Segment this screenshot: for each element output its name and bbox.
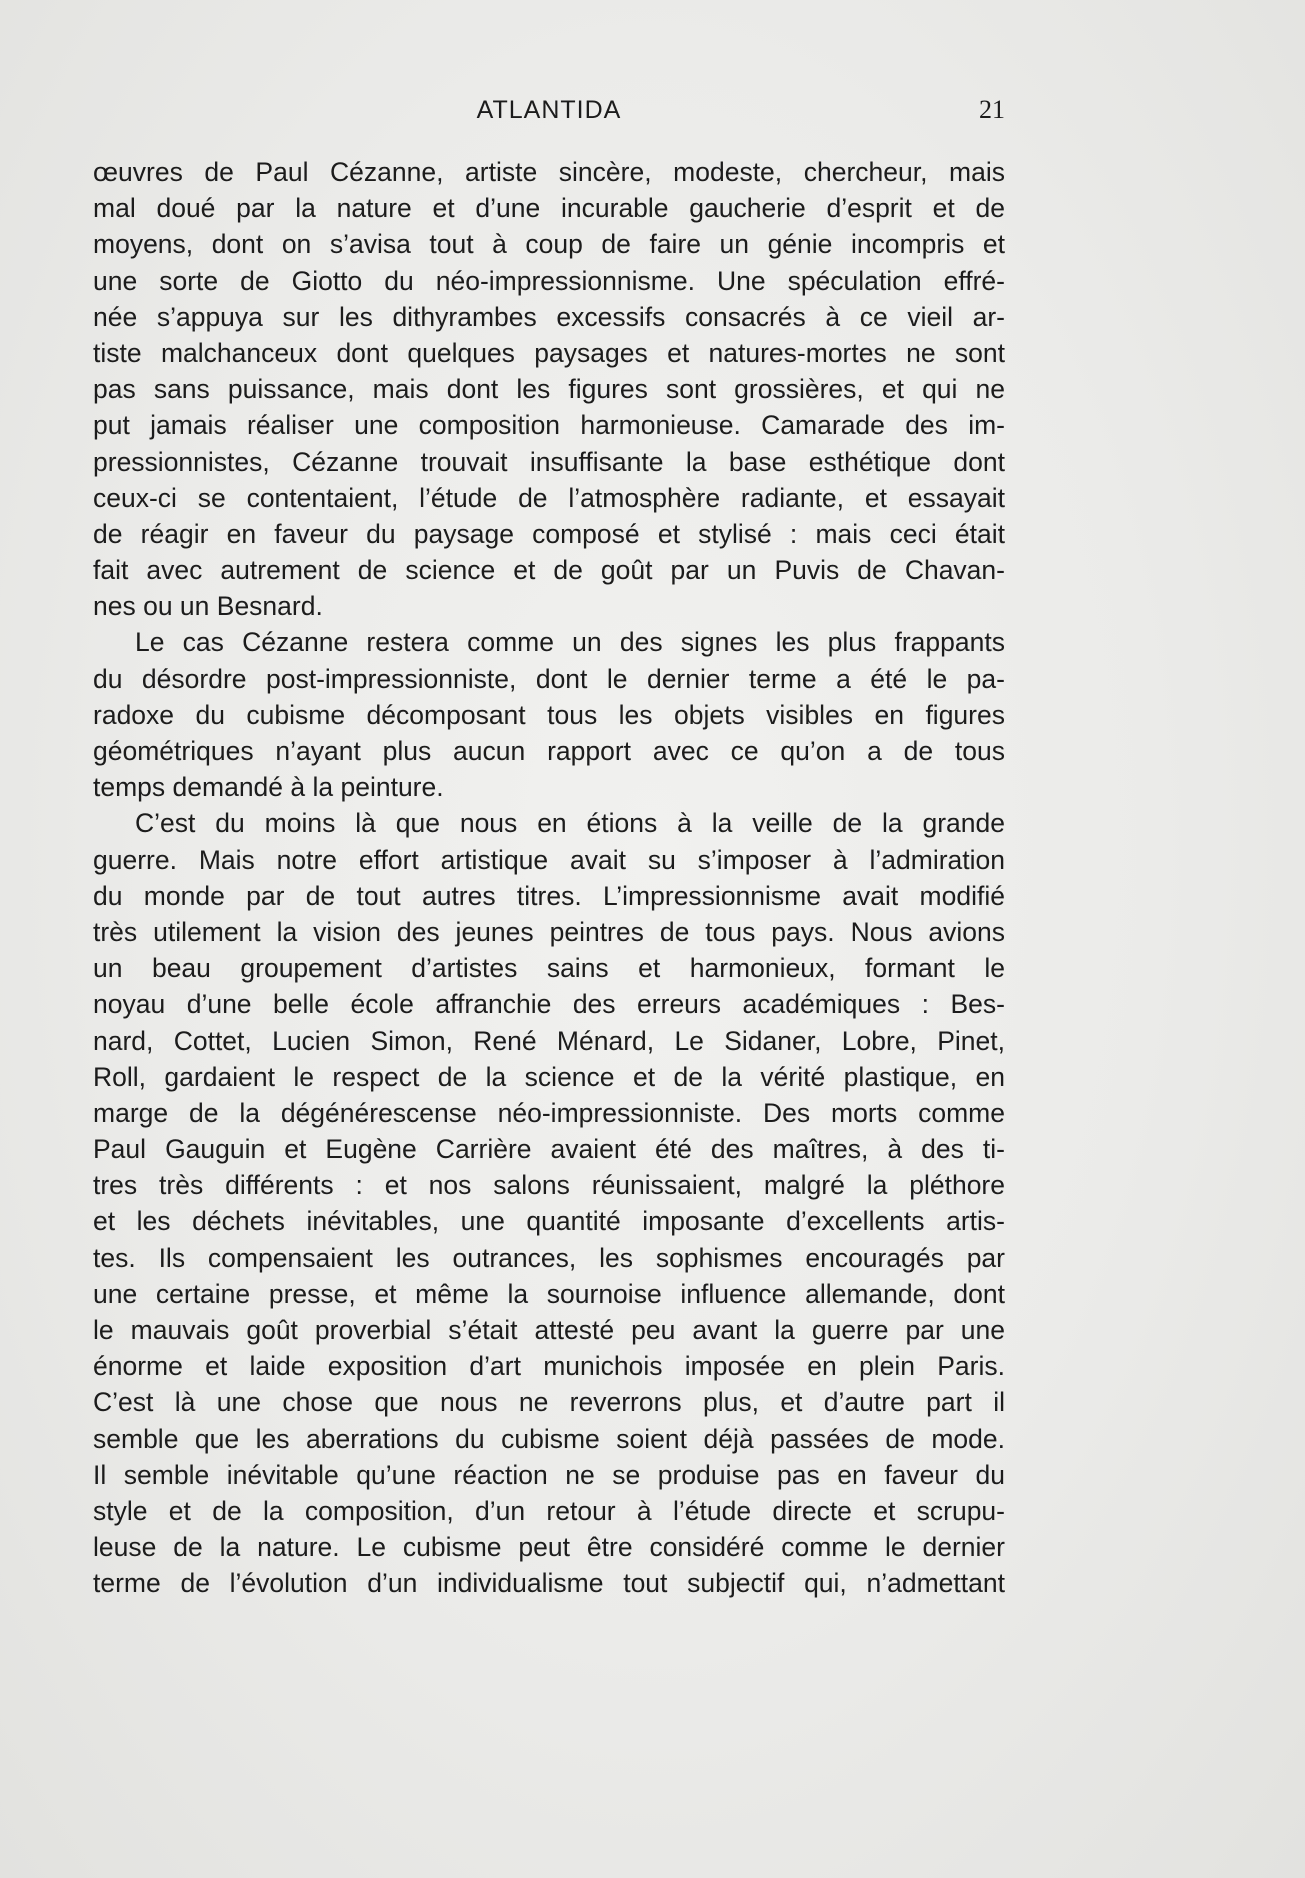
text-line: géométriques n’ayant plus aucun rapport avec ce qu’on a de tous [93,736,1005,766]
text-line: semble que les aberrations du cubisme soient déjà passées de mode. [93,1423,1005,1454]
text-line: nard, Cottet, Lucien Simon, René Ménard, Le Sidaner, Lobre, Pinet, [93,1025,1005,1056]
text-line: terme de l’évolution d’un individualisme tout subjectif qui, n’admettant [93,1568,1005,1599]
page-number: 21 [979,95,1005,124]
text-line: pressionnistes, Cézanne trouvait insuffisante la base esthétique dont [93,446,1005,477]
text-line: C’est là une chose que nous ne reverrons plus, et d’autre part il [93,1387,1005,1418]
text-line: de réagir en faveur du paysage composé et stylisé : mais ceci était [93,518,1005,549]
text-line: un beau groupement d’artistes sains et harmonieux, formant le [93,953,1005,984]
text-line: ceux-ci se contentaient, l’étude de l’atmosphère radiante, et essayait [93,482,1005,513]
text-line: tes. Ils compensaient les outrances, les sophismes encouragés par [93,1242,1005,1273]
text-line: du monde par de tout autres titres. L’impressionnisme avait modifié [93,880,1005,911]
text-line: C’est du moins là que nous en étions à la veille de la grande [135,808,1005,839]
text-line: Il semble inévitable qu’une réaction ne se produise pas en faveur du [93,1459,1005,1490]
text-line: temps demandé à la peinture. [93,772,444,803]
text-line: Le cas Cézanne restera comme un des signes les plus frappants [135,627,1005,658]
text-line: fait avec autrement de science et de goût par un Puvis de Chavan- [93,555,1005,586]
text-line: style et de la composition, d’un retour à l’étude directe et scrupu- [93,1495,1005,1526]
running-head [93,90,1005,130]
text-line: le mauvais goût proverbial s’était attesté peu avant la guerre par une [93,1315,1005,1345]
text-line: put jamais réaliser une composition harmonieuse. Camarade des im- [93,410,1005,441]
text-line: très utilement la vision des jeunes peintres de tous pays. Nous avions [93,916,1005,947]
text-line: du désordre post-impressionniste, dont le dernier terme a été le pa- [93,663,1005,694]
text-line: œuvres de Paul Cézanne, artiste sincère, modeste, chercheur, mais [93,157,1005,187]
text-line: née s’appuya sur les dithyrambes excessifs consacrés à ce vieil ar- [93,301,1005,332]
text-line: moyens, dont on s’avisa tout à coup de faire un génie incompris et [93,229,1005,260]
text-line: et les déchets inévitables, une quantité imposante d’excellents artis- [93,1206,1005,1237]
text-line: pas sans puissance, mais dont les figures sont grossières, et qui ne [93,374,1005,405]
text-line: guerre. Mais notre effort artistique avait su s’imposer à l’admiration [93,844,1005,875]
text-line: noyau d’une belle école affranchie des erreurs académiques : Bes- [93,989,1005,1020]
text-line: énorme et laide exposition d’art munichois imposée en plein Paris. [93,1351,1005,1382]
text-line: une certaine presse, et même la sournoise influence allemande, dont [93,1278,1005,1309]
text-line: leuse de la nature. Le cubisme peut être considéré comme le dernier [93,1532,1005,1563]
text-line: Paul Gauguin et Eugène Carrière avaient été des maîtres, à des ti- [93,1134,1005,1165]
body-text [93,154,1005,1602]
text-line: nes ou un Besnard. [93,591,323,622]
text-line: tres très différents : et nos salons réunissaient, malgré la pléthore [93,1170,1005,1201]
running-title: ATLANTIDA [476,96,622,124]
text-line: Roll, gardaient le respect de la science et de la vérité plastique, en [93,1061,1005,1092]
text-line: tiste malchanceux dont quelques paysages et natures-mortes ne sont [93,337,1005,368]
text-line: une sorte de Giotto du néo-impressionnisme. Une spéculation effré- [93,265,1005,296]
text-line: mal doué par la nature et d’une incurable gaucherie d’esprit et de [93,193,1005,224]
text-line: marge de la dégénérescense néo-impressionniste. Des morts comme [93,1097,1005,1128]
text-line: radoxe du cubisme décomposant tous les objets visibles en figures [93,699,1005,730]
